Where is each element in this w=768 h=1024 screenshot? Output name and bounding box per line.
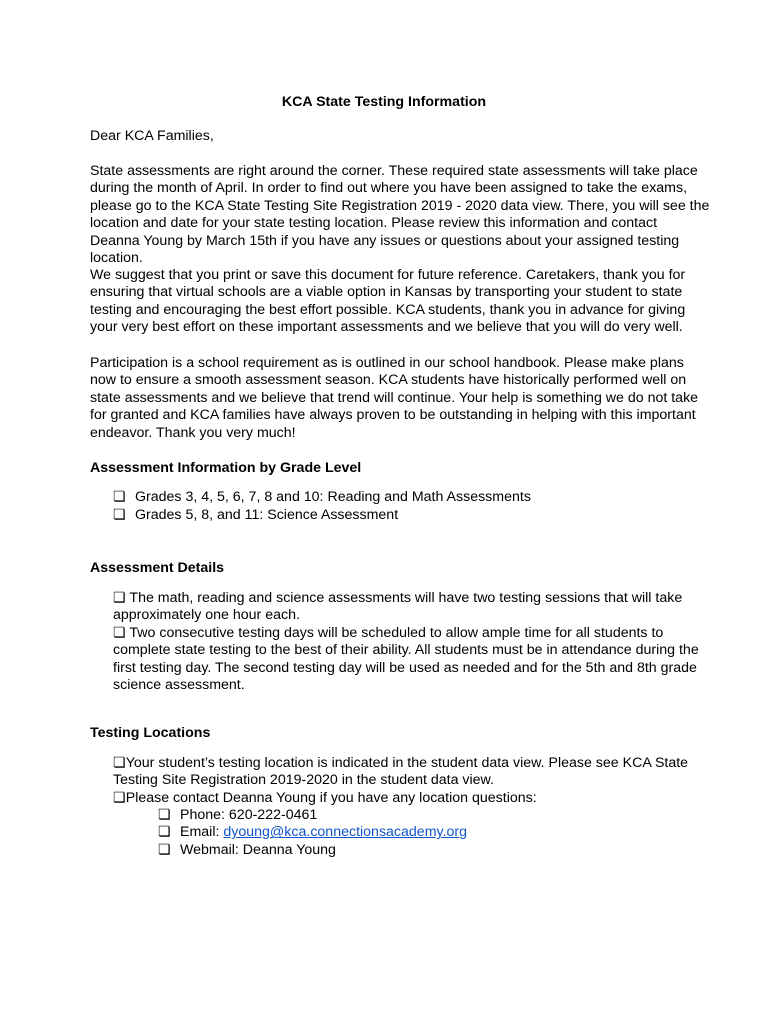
checkbox-bullet-icon: ❏ (158, 807, 171, 823)
locations-section-heading: Testing Locations (90, 725, 211, 741)
location-item-text: Your student’s testing location is indicated in the student data view. Please see KCA State Testing Site Registration 2019-2020 in the student data view. (113, 755, 689, 789)
location-item-text: Please contact Deanna Young if you have any location questions: (125, 790, 537, 806)
contact-webmail (158, 842, 467, 859)
checkbox-bullet-icon: ❏ (113, 489, 126, 505)
checkbox-bullet-icon: ❏ (113, 506, 126, 523)
document-title: KCA State Testing Information (281, 94, 487, 110)
detail-item-text: Two consecutive testing days will be scheduled to allow ample time for all students to complete state testing to the best of their ability. All students must be in attendance during the first testing day. The second testing day will be used as needed and for the 5th and 8th grade science assessment. (113, 625, 699, 694)
checkbox-bullet-icon: ❏ (113, 755, 126, 771)
paragraph-intro: State assessments are right around the corner. These required state assessments will take place during the month of April. In order to find out where you have been assigned to take the exams, please go to the KCA State Testing Site Registration 2019 - 2020 data view. There, you will see the location and date for your state testing location. Please review this information and contact Deanna Young by March 15th if you have any issues or questions about your assigned testing location. (90, 163, 710, 267)
detail-item-sessions (113, 590, 715, 625)
checkbox-bullet-icon: ❏ (158, 841, 171, 858)
phone-text: Phone: 620-222-0461 (180, 807, 318, 823)
list-item (113, 507, 531, 525)
contact-phone (158, 807, 467, 824)
webmail-text: Webmail: Deanna Young (180, 841, 336, 858)
checkbox-bullet-icon: ❏ (113, 590, 126, 606)
checkbox-bullet-icon: ❏ (113, 790, 126, 806)
paragraph-print: We suggest that you print or save this document for future reference. Caretakers, thank you for ensuring that virtual schools are a viable option in Kansas by transporting your student to state testing and encouraging the best effort possible. KCA students, thank you in advance for giving your very best effort on these important assessments and we believe that you will do very well. (90, 267, 686, 336)
detail-item-text: The math, reading and science assessments will have two testing sessions that will take approximately one hour each. (113, 590, 683, 624)
grade-item-text: Grades 3, 4, 5, 6, 7, 8 and 10: Reading and Math Assessments (135, 489, 531, 505)
checkbox-bullet-icon: ❏ (113, 625, 126, 641)
location-item-contact (113, 790, 715, 807)
paragraph-participation: Participation is a school requirement as is outlined in our school handbook. Please make plans now to ensure a smooth assessment season. KCA students have historically performed well on state assessments and we believe that trend will continue. Your help is something we do not take for granted and KCA families have always proven to be outstanding in helping with this important endeavor. Thank you very much! (90, 355, 699, 441)
checkbox-bullet-icon: ❏ (158, 824, 171, 841)
list-item (113, 489, 531, 507)
grade-item-text: Grades 5, 8, and 11: Science Assessment (135, 506, 399, 523)
email-label: Email: (180, 824, 224, 841)
details-section-heading: Assessment Details (90, 560, 225, 576)
email-link[interactable]: dyoung@kca.connectionsacademy.org (223, 824, 468, 841)
grade-list (113, 489, 531, 524)
greeting: Dear KCA Families, (90, 128, 214, 144)
grade-section-heading: Assessment Information by Grade Level (90, 460, 362, 476)
contact-email (158, 824, 467, 841)
location-item-view (113, 755, 715, 790)
detail-item-days (113, 625, 715, 695)
contact-list (158, 807, 467, 859)
